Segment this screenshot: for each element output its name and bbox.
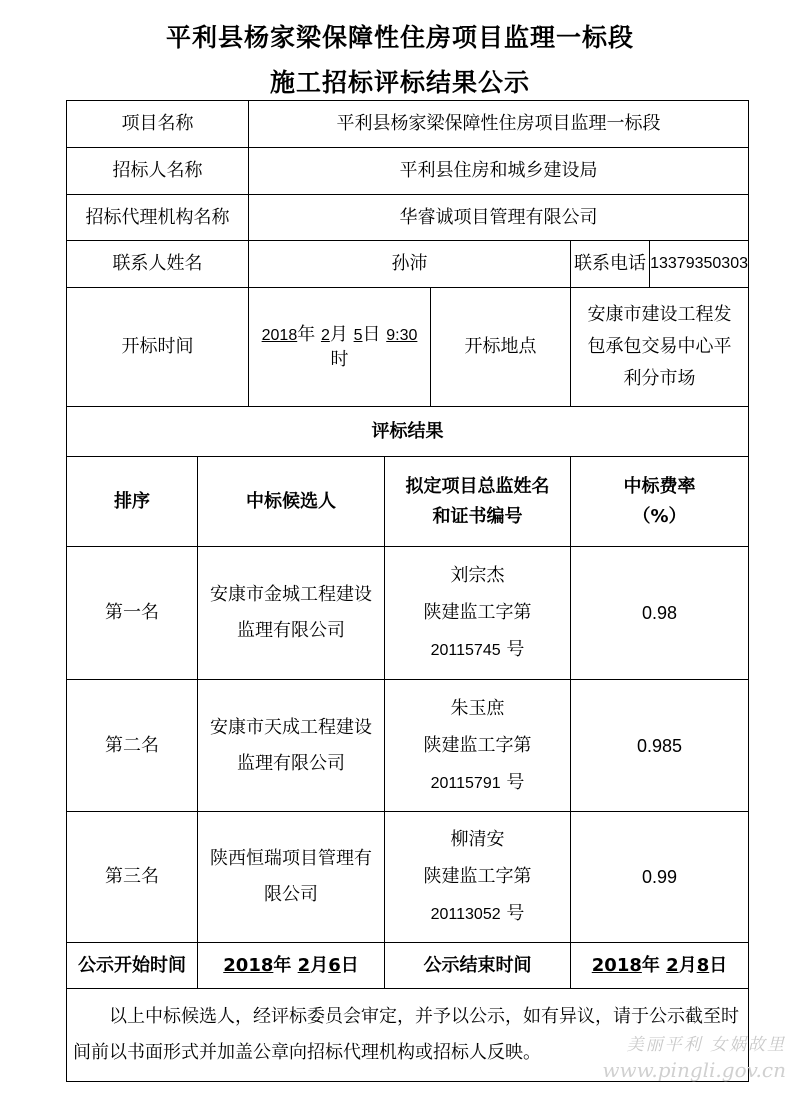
open-place-value: 安康市建设工程发包承包交易中心平利分市场 bbox=[571, 288, 749, 407]
result-row-1 bbox=[67, 547, 749, 680]
open-day-unit: 日 bbox=[362, 323, 381, 345]
start-year-unit: 年 bbox=[273, 954, 292, 976]
supervisor-info bbox=[385, 812, 571, 943]
start-month-unit: 月 bbox=[310, 954, 329, 976]
supervisor-name: 朱玉庶 bbox=[450, 697, 505, 719]
fee-rate: 0.985 bbox=[571, 680, 749, 812]
open-month: 2 bbox=[320, 326, 330, 344]
contact-label: 联系人姓名 bbox=[67, 241, 249, 288]
supervisor-info bbox=[385, 680, 571, 812]
publicity-start-date bbox=[198, 943, 385, 989]
rate-header-line1: 中标费率 bbox=[623, 475, 696, 497]
doc-title-line2: 施工招标评标结果公示 bbox=[269, 68, 530, 97]
publicity-end-label: 公示结束时间 bbox=[385, 943, 571, 989]
cert-prefix: 陕建监工字第 bbox=[423, 866, 532, 887]
open-hour-unit: 时 bbox=[330, 348, 349, 370]
tenderer-label: 招标人名称 bbox=[67, 148, 249, 195]
row-agency bbox=[67, 195, 749, 241]
open-year: 2018 bbox=[261, 326, 298, 344]
phone-label: 联系电话 bbox=[571, 241, 650, 287]
cert-number: 20115745 bbox=[430, 642, 501, 659]
cert-suffix: 号 bbox=[506, 639, 525, 660]
open-year-unit: 年 bbox=[297, 323, 316, 345]
row-tenderer bbox=[67, 148, 749, 195]
end-month-unit: 月 bbox=[678, 954, 697, 976]
watermark-slogan: 美丽平利 女娲故里 bbox=[626, 1035, 786, 1055]
rank: 第二名 bbox=[67, 680, 198, 812]
supervisor-name: 柳清安 bbox=[450, 829, 505, 850]
supervisor-info bbox=[385, 547, 571, 680]
watermark-url: www.pingli.gov.cn bbox=[602, 1058, 786, 1082]
candidate-header: 中标候选人 bbox=[198, 457, 385, 547]
rate-header bbox=[571, 457, 749, 547]
results-title: 评标结果 bbox=[67, 407, 749, 457]
project-name-value: 平利县杨家梁保障性住房项目监理一标段 bbox=[249, 101, 749, 148]
start-month: 2 bbox=[297, 954, 311, 976]
end-day-unit: 日 bbox=[709, 954, 728, 976]
end-year-unit: 年 bbox=[641, 954, 660, 976]
start-day: 6 bbox=[328, 954, 341, 976]
end-month: 2 bbox=[666, 954, 679, 976]
result-table bbox=[66, 100, 749, 1082]
cert-suffix: 号 bbox=[506, 903, 525, 924]
start-year: 2018 bbox=[223, 954, 274, 976]
phone-cell bbox=[571, 241, 749, 288]
start-day-unit: 日 bbox=[340, 954, 359, 976]
cert-prefix: 陕建监工字第 bbox=[423, 602, 532, 623]
publicity-start-label: 公示开始时间 bbox=[67, 943, 198, 989]
candidate-name: 陕西恒瑞项目管理有限公司 bbox=[198, 812, 385, 943]
row-project-name bbox=[67, 101, 749, 148]
rank: 第三名 bbox=[67, 812, 198, 943]
fee-rate: 0.98 bbox=[571, 547, 749, 680]
result-row-3 bbox=[67, 812, 749, 943]
publicity-end-date bbox=[571, 943, 749, 989]
opening-cell bbox=[249, 288, 571, 407]
fee-rate: 0.99 bbox=[571, 812, 749, 943]
rate-header-line2: （%） bbox=[632, 505, 687, 527]
notice-text: 以上中标候选人，经评标委员会审定，并予以公示，如有异议，请于公示截至时间前以书面形式并加盖公章向招标代理机构或招标人反映。 bbox=[67, 989, 749, 1082]
agency-label: 招标代理机构名称 bbox=[67, 195, 249, 241]
cert-number: 20113052 bbox=[430, 906, 501, 923]
open-place-label: 开标地点 bbox=[464, 336, 537, 357]
candidate-name: 安康市金城工程建设监理有限公司 bbox=[198, 547, 385, 680]
rank-header: 排序 bbox=[67, 457, 198, 547]
result-row-2 bbox=[67, 680, 749, 812]
contact-value: 孙沛 bbox=[249, 241, 571, 288]
end-day: 8 bbox=[696, 954, 710, 976]
row-publicity bbox=[67, 943, 749, 989]
cert-suffix: 号 bbox=[506, 771, 525, 793]
project-name-label: 项目名称 bbox=[67, 101, 249, 148]
open-month-unit: 月 bbox=[329, 323, 348, 345]
open-clock: 9:30 bbox=[386, 326, 418, 344]
end-year: 2018 bbox=[591, 954, 642, 976]
candidate-name: 安康市天成工程建设监理有限公司 bbox=[198, 680, 385, 812]
supervisor-header-line1: 拟定项目总监姓名 bbox=[405, 475, 550, 497]
agency-value: 华睿诚项目管理有限公司 bbox=[249, 195, 749, 241]
open-time-value bbox=[249, 288, 431, 406]
results-header bbox=[67, 457, 749, 547]
supervisor-name: 刘宗杰 bbox=[450, 565, 505, 586]
doc-title-line1: 平利县杨家梁保障性住房项目监理一标段 bbox=[165, 23, 634, 52]
row-results-title bbox=[67, 407, 749, 457]
cert-number: 20115791 bbox=[430, 774, 501, 792]
cert-prefix: 陕建监工字第 bbox=[423, 734, 532, 756]
open-day: 5 bbox=[353, 326, 363, 344]
supervisor-header bbox=[385, 457, 571, 547]
supervisor-header-line2: 和证书编号 bbox=[432, 505, 523, 527]
row-contact bbox=[67, 241, 749, 288]
tenderer-value: 平利县住房和城乡建设局 bbox=[249, 148, 749, 195]
open-time-label: 开标时间 bbox=[67, 288, 249, 407]
rank: 第一名 bbox=[67, 547, 198, 680]
row-opening bbox=[67, 288, 749, 407]
phone-value: 13379350303 bbox=[650, 255, 748, 272]
